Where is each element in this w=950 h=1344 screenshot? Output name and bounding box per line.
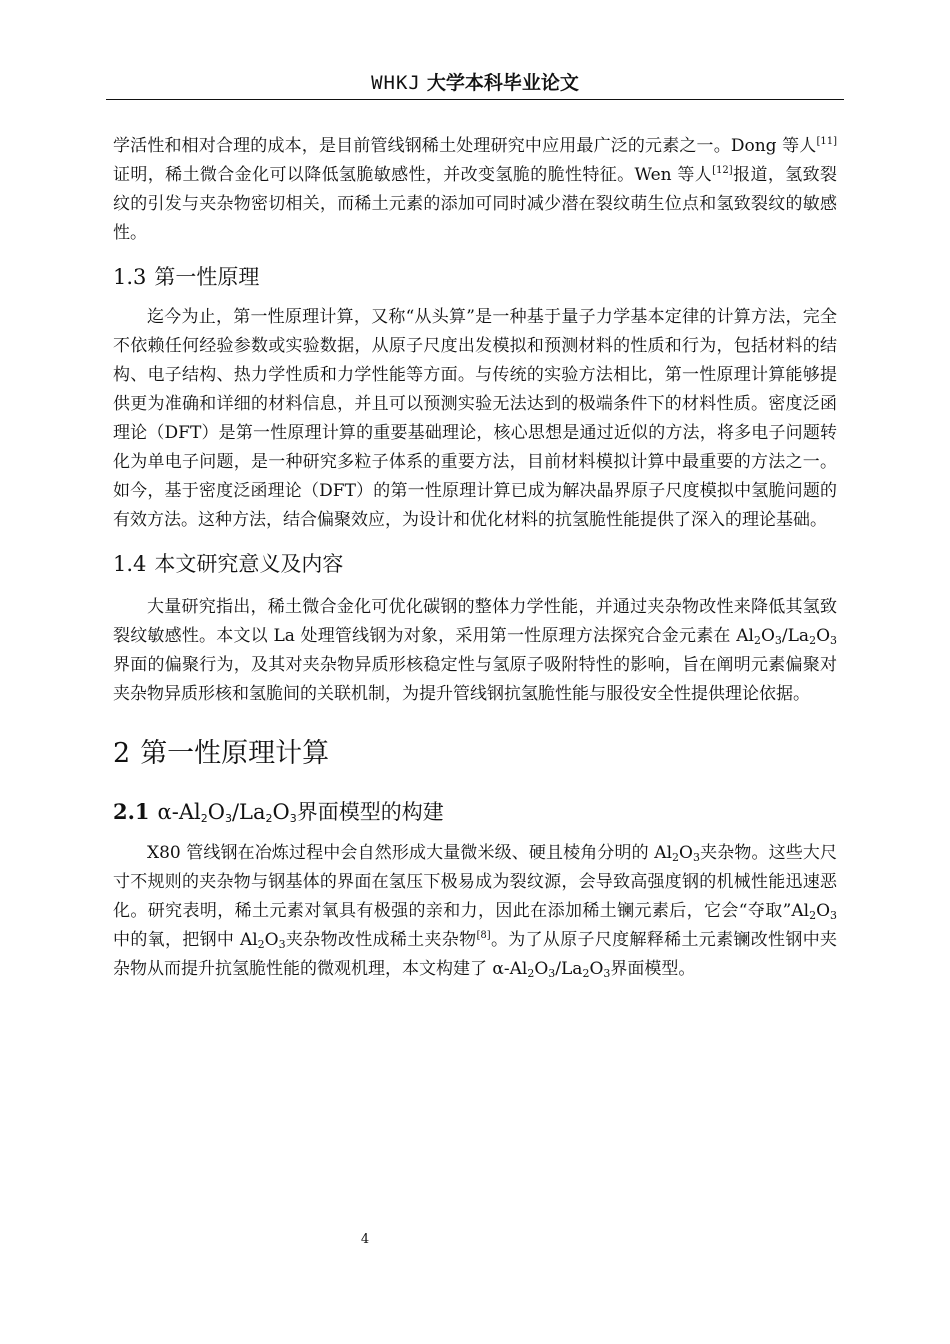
header-title: 大学本科毕业论文: [426, 72, 579, 94]
paragraph-research-significance: 大量研究指出，稀土微合金化可优化碳钢的整体力学性能，并通过夹杂物改性来降低其氢致裂纹敏感性。本文以 La 处理管线钢为对象，采用第一性原理方法探究合金元素在 $Al_2O_3/La_2O_3$ 界面的偏聚行为，及其对夹杂物异质形核稳定性与氢原子吸附特性的影响，旨在阐明元素偏聚对夹杂物异质形核和氢脆间的关联机制，为提升管线钢抗氢脆性能与服役安全性提供理论依据。: [113, 597, 837, 704]
paragraph-interface-model: X80 管线钢在冶炼过程中会自然形成大量微米级、硬且棱角分明的 $Al_2O_3$夹杂物。这些大尺寸不规则的夹杂物与钢基体的界面在氢压下极易成为裂纹源，会导致高强度钢的机械性能迅速恶化。研究表明，稀土元素对氧具有极强的亲和力，因此在添加稀土镧元素后，它会“夺取$”Al_2O_3$中的氧，把钢中 $Al_2O_3$夹杂物改性成稀土夹杂物[8]。为了从原子尺度解释稀土元素镧改性钢中夹杂物从而提升抗氢脆性能的微观机理，本文构建了 $\alpha-Al_2O_3/La_2O_3$界面模型。: [113, 843, 838, 980]
citation-12: [12]: [712, 165, 733, 176]
chapter-heading-2: 2 第一性原理计算: [113, 738, 330, 769]
section-heading-1-4: 1.4 本文研究意义及内容: [113, 552, 344, 576]
section-heading-1-3: 1.3 第一性原理: [113, 265, 260, 289]
page-number: 4: [360, 1232, 370, 1247]
paragraph-first-principles: 迄今为止，第一性原理计算，又称“从头算”是一种基于量子力学基本定律的计算方法，完全不依赖任何经验参数或实验数据，从原子尺度出发模拟和预测材料的性质和行为，包括材料的结构、电子结构、热力学性质和力学性能等方面。与传统的实验方法相比，第一性原理计算能够提供更为准确和详细的材料信息，并且可以预测实验无法达到的极端条件下的材料性质。密度泛函理论（DFT）是第一性原理计算的重要基础理论，核心思想是通过近似的方法，将多电子问题转化为单电子问题，是一种研究多粒子体系的重要方法，目前材料模拟计算中最重要的方法之一。如今，基于密度泛函理论（DFT）的第一性原理计算已成为解决晶界原子尺度模拟中氢脆问题的有效方法。这种方法，结合偏聚效应，为设计和优化材料的抗氢脆性能提供了深入的理论基础。: [113, 307, 837, 530]
section-heading-2-1: 2.1 $\alpha-Al_2O_3/La_2O_3$界面模型的构建: [113, 799, 444, 825]
paragraph-continuation: 学活性和相对合理的成本，是目前管线钢稀土处理研究中应用最广泛的元素之一。Dong 等人[11]证明，稀土微合金化可以降低氢脆敏感性，并改变氢脆的脆性特征。Wen 等人[12]报道，氢致裂纹的引发与夹杂物密切相关，而稀土元素的添加可同时减少潜在裂纹萌生位点和氢致裂纹的敏感性。: [113, 136, 838, 243]
body-content: [113, 132, 837, 984]
header-rule: [106, 99, 844, 100]
citation-11: [11]: [816, 136, 837, 147]
running-header: [106, 70, 844, 96]
header-latin: WHKJ: [371, 72, 421, 94]
citation-8: [8]: [476, 930, 491, 941]
